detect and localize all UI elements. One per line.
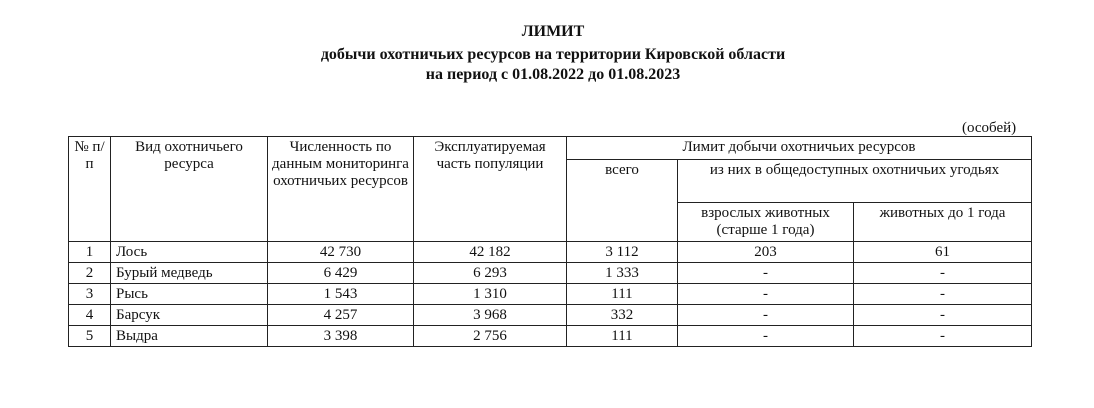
row-exploited: 2 756 [414,326,567,347]
header-species: Вид охотничьего ресурса [111,137,268,242]
row-count: 42 730 [268,242,414,263]
header-row-1 [69,137,1032,160]
row-adults: - [678,263,854,284]
row-total: 111 [567,326,678,347]
row-num: 5 [69,326,111,347]
row-adults: - [678,284,854,305]
document-subtitle-line1: добычи охотничьих ресурсов на территории Кировской области [320,46,786,63]
row-species: Бурый медведь [111,263,268,284]
row-young: - [854,284,1032,305]
row-total: 111 [567,284,678,305]
row-total: 3 112 [567,242,678,263]
row-species: Лось [111,242,268,263]
table-row [69,305,1032,326]
header-public-lands: из них в общедоступных охотничьих угодьях [678,160,1032,203]
row-count: 1 543 [268,284,414,305]
limit-table [68,136,1032,347]
header-adults: взрослых животных (старше 1 года) [678,203,854,242]
row-young: - [854,326,1032,347]
row-young: - [854,263,1032,284]
row-count: 4 257 [268,305,414,326]
row-young: 61 [854,242,1032,263]
row-exploited: 1 310 [414,284,567,305]
header-limit: Лимит добычи охотничьих ресурсов [567,137,1032,160]
table-row [69,284,1032,305]
document-subtitle-line2: на период с 01.08.2022 до 01.08.2023 [425,66,681,83]
row-num: 2 [69,263,111,284]
row-adults: 203 [678,242,854,263]
row-species: Рысь [111,284,268,305]
header-num: № п/п [69,137,111,242]
row-count: 6 429 [268,263,414,284]
row-exploited: 3 968 [414,305,567,326]
row-exploited: 42 182 [414,242,567,263]
row-adults: - [678,326,854,347]
table-row [69,263,1032,284]
row-num: 4 [69,305,111,326]
document-title: ЛИМИТ [521,23,585,40]
header-young: животных до 1 года [854,203,1032,242]
row-young: - [854,305,1032,326]
table-row [69,326,1032,347]
row-total: 332 [567,305,678,326]
row-exploited: 6 293 [414,263,567,284]
table-row [69,242,1032,263]
row-species: Барсук [111,305,268,326]
row-count: 3 398 [268,326,414,347]
header-exploited: Эксплуатируемая часть популяции [414,137,567,242]
row-adults: - [678,305,854,326]
header-count: Численность по данным мониторинга охотничьих ресурсов [268,137,414,242]
header-total: всего [567,160,678,242]
row-total: 1 333 [567,263,678,284]
units-label: (особей) [962,120,1017,136]
row-species: Выдра [111,326,268,347]
row-num: 3 [69,284,111,305]
row-num: 1 [69,242,111,263]
